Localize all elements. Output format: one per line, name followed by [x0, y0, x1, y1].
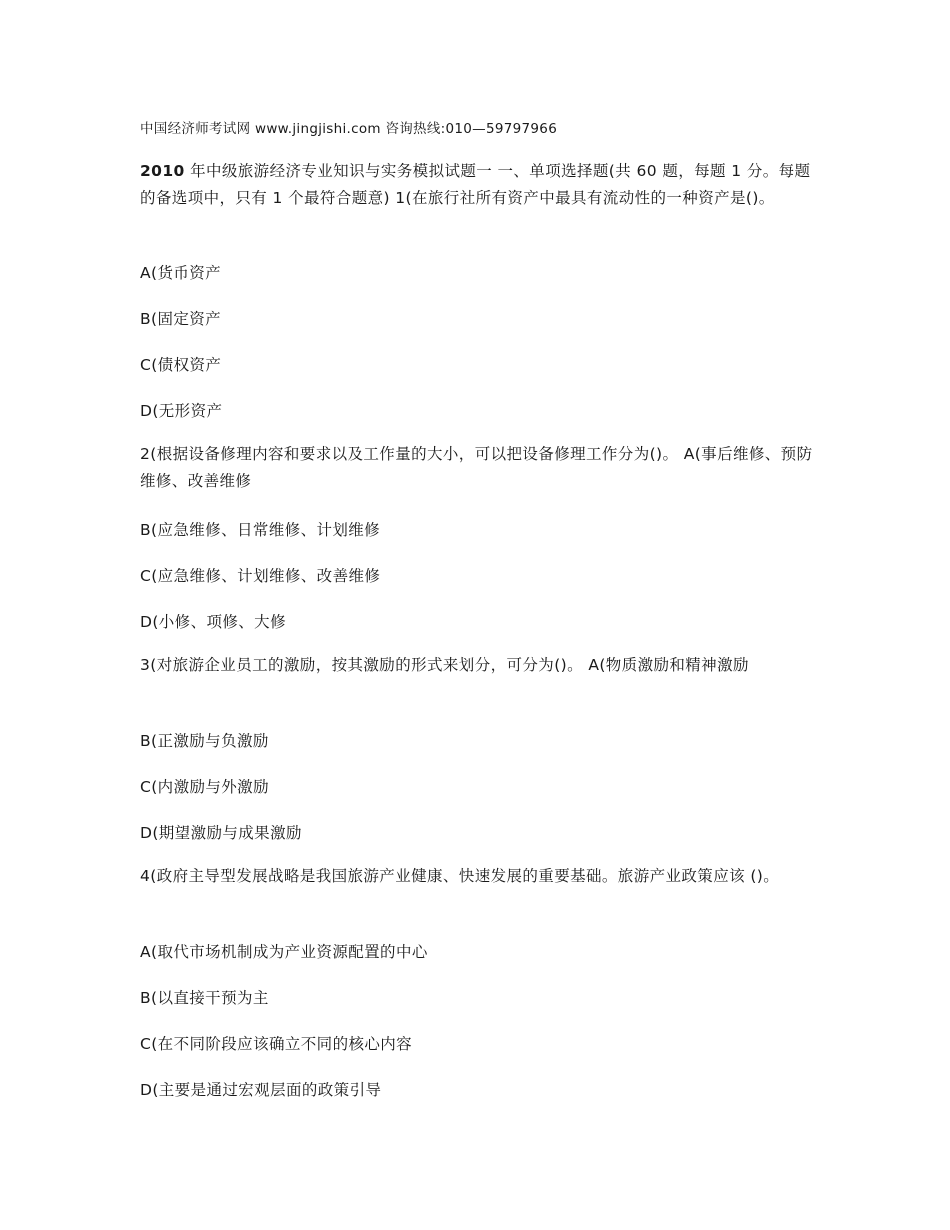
q3-option-b: B(正激励与负激励: [140, 732, 269, 750]
q2-stem: 2(根据设备修理内容和要求以及工作量的大小，可以把设备修理工作分为()。 A(事后维修、预防维修、改善维修: [140, 445, 813, 490]
q4-option-c: C(在不同阶段应该确立不同的核心内容: [140, 1035, 413, 1053]
q1-option-a: A(货币资产: [140, 264, 222, 282]
q2-option-d: D(小修、项修、大修: [140, 613, 286, 631]
q3-stem: 3(对旅游企业员工的激励，按其激励的形式来划分，可分为()。 A(物质激励和精神激励: [140, 656, 749, 674]
q1-option-c: C(债权资产: [140, 356, 222, 374]
q1-option-b: B(固定资产: [140, 310, 222, 328]
exam-intro-text: 年中级旅游经济专业知识与实务模拟试题一 一、单项选择题(共 60 题，每题 1 分。每题的备选项中，只有 1 个最符合题意) 1(在旅行社所有资产中最具有流动性的一种资产是()。: [140, 162, 811, 207]
q4-option-d: D(主要是通过宏观层面的政策引导: [140, 1081, 382, 1099]
q4-option-b: B(以直接干预为主: [140, 989, 269, 1007]
q2-option-b: B(应急维修、日常维修、计划维修: [140, 521, 381, 539]
q1-option-d: D(无形资产: [140, 402, 223, 420]
q2-option-c: C(应急维修、计划维修、改善维修: [140, 567, 381, 585]
q3-option-c: C(内激励与外激励: [140, 778, 269, 796]
q4-stem: 4(政府主导型发展战略是我国旅游产业健康、快速发展的重要基础。旅游产业政策应该 ()。: [140, 867, 780, 885]
page-header: 中国经济师考试网 www.jingjishi.com 咨询热线:010—59797966: [140, 121, 558, 137]
exam-intro: [140, 158, 820, 212]
q3-option-d: D(期望激励与成果激励: [140, 824, 302, 842]
q4-option-a: A(取代市场机制成为产业资源配置的中心: [140, 943, 428, 961]
exam-year: 2010: [140, 162, 185, 180]
